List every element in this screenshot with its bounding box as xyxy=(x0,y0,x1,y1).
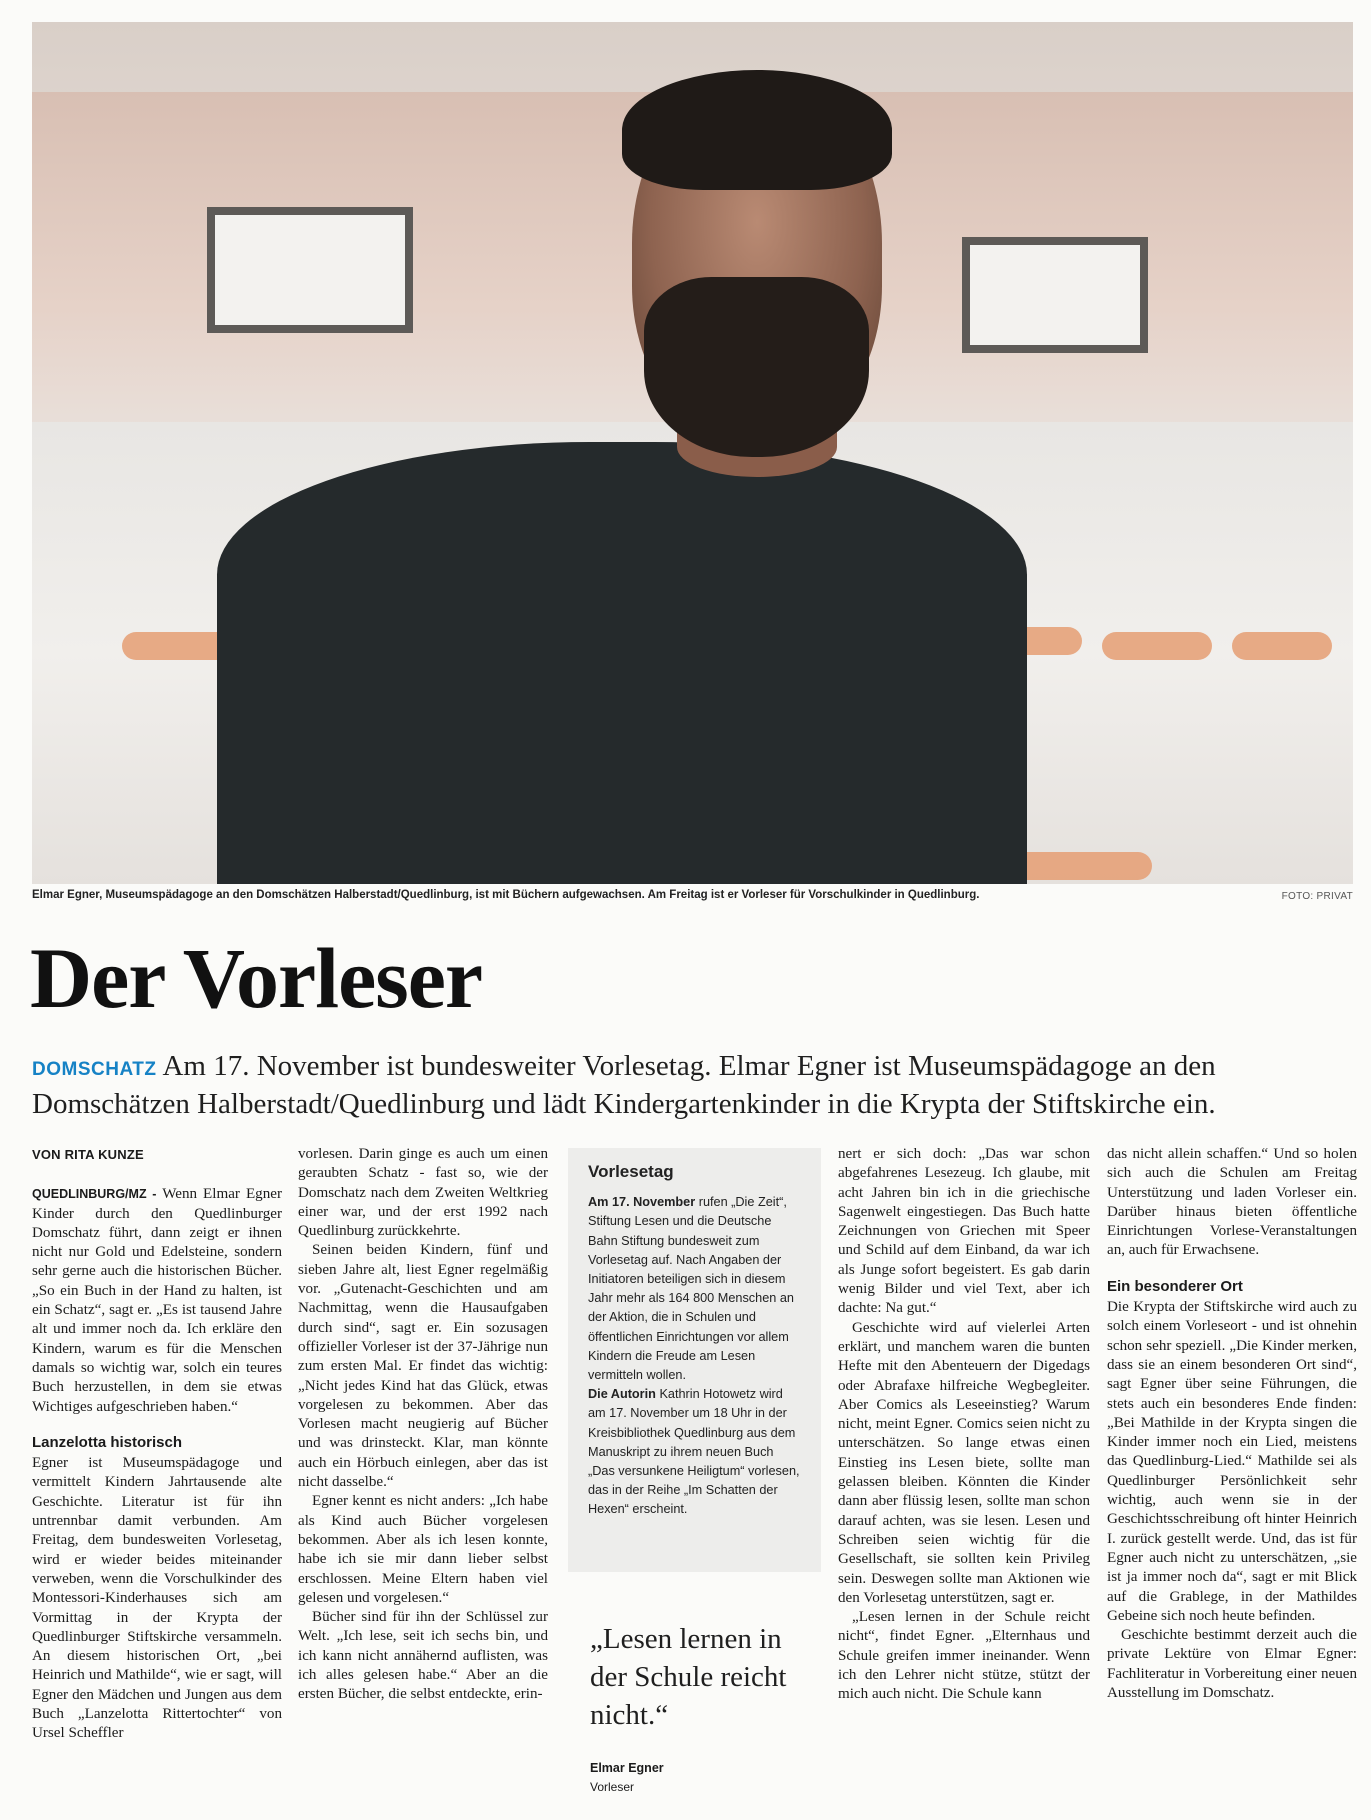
article-paragraph xyxy=(32,1185,282,1417)
dateline: QUEDLINBURG/MZ - xyxy=(32,1187,157,1202)
photo-caption: Elmar Egner, Museumspädagoge an den Domschätzen Halberstadt/Quedlinburg, ist mit Büchern aufgewachsen. Am Freitag ist er Vorleser für Vorschulkinder in Quedlinburg. xyxy=(32,889,980,901)
photo-person-hair xyxy=(622,70,892,190)
headline: Der Vorleser xyxy=(30,930,483,1026)
photo-dormer-left xyxy=(207,207,413,333)
article-paragraph: Bücher sind für ihn der Schlüssel zur Welt. „Ich lese, seit ich sechs bin, und ich kann nicht annähernd auflisten, was ich alles gelesen habe.“ Aber an die ersten Bücher, die selbst entdeckte, erin- xyxy=(298,1609,548,1703)
article-paragraph: das nicht allein schaffen.“ Und so holen sich auch die Schulen am Freitag Unterstützung und laden Vorleser ein. Darüber hinaus bieten öffentliche Einrichtungen Vorlese-Veranstaltungen an, auch für Erwachsene. xyxy=(1107,1146,1357,1259)
photo-flowerbox xyxy=(1102,632,1212,660)
photo-person-beard xyxy=(644,277,869,457)
article-paragraph: Egner kennt es nicht anders: „Ich habe als Kind auch Bücher vorgelesen bekommen. Aber als ich lesen konnte, habe ich sie mir dann lieber selbst erschlossen. Meine Eltern haben viel gelesen und vorgelesen.“ xyxy=(298,1493,548,1606)
info-box-text: rufen „Die Zeit“, Stiftung Lesen und die Deutsche Bahn Stiftung bundesweit zum Vorlesetag auf. Nach Angaben der Initiatoren beteiligen sich in diesem Jahr mehr als 164 800 Menschen an der Aktion, die in Schulen und öffentlichen Einrichtungen vor allem Kindern die Freude am Lesen vermitteln wollen. xyxy=(588,1195,794,1383)
subhead: Ein besonderer Ort xyxy=(1107,1277,1243,1295)
byline: VON RITA KUNZE xyxy=(32,1147,144,1162)
subhead: Lanzelotta historisch xyxy=(32,1433,183,1451)
photo-person-shirt xyxy=(217,442,1027,884)
article-paragraph: Geschichte wird auf vielerlei Arten erklärt, und manchem waren die bunten Hefte mit den Abenteuern der Digedags oder Abrafaxe hilfreiche Wegbegleiter. Aber Comics als Leseeinstieg? Warum nicht, meint Egner. Comics seien nicht zu unterschätzen. So lange etwas einen Einstieg ins Lesen biete, sollte man gelassen bleiben. Könnten die Kinder dann aber flüssig lesen, sollte man schon darauf achten, was sie lesen. Lesen und Schreiben seien wichtig für die Gesellschaft, sie sollten kein Privileg sein. Deswegen sollte man Aktionen wie den Vorlesetag unterstützen, sagt er. xyxy=(838,1319,1090,1606)
info-box-paragraph xyxy=(588,1385,801,1519)
paragraph-text: Wenn Elmar Egner Kinder durch den Quedlinburger Domschatz führt, dann zeigt er ihnen nicht nur Gold und Edelsteine, sondern sehr gerne auch die historischen Bücher. „So ein Buch in der Hand zu halten, ist ein Schatz“, sagt er. „Es ist tausend Jahre alt und immer noch da. Ich erkläre den Kindern, warum es für die Menschen damals so wichtig war, solch ein teures Buch herzustellen, in dem sie etwas Wichtiges aufgeschrieben haben.“ xyxy=(32,1186,282,1415)
article-column-5 xyxy=(1107,1145,1357,1703)
article-column-1 xyxy=(32,1145,282,1744)
portrait-photo xyxy=(32,22,1353,884)
pull-quote: „Lesen lernen in der Schule reicht nicht.“ xyxy=(590,1623,787,1731)
info-box-lead: Die Autorin xyxy=(588,1387,656,1402)
article-paragraph: Geschichte bestimmt derzeit auch die private Lektüre von Elmar Egner: Fachliteratur in Vorbereitung einer neuen Ausstellung im Domschatz. xyxy=(1107,1627,1357,1702)
info-box-lead: Am 17. November xyxy=(588,1195,696,1210)
article-paragraph: Egner ist Museumspädagoge und vermittelt Kindern Jahrtausende alte Geschichte. Literatur ist für ihn untrennbar damit verbunden. Am Freitag, dem bundesweiten Vorlesetag, wird er wieder beides miteinander verweben, wenn die Vorschulkinder des Montessori-Kinderhauses sich am Vormittag in der Krypta der Quedlinburger Stiftskirche versammeln. An diesem historischen Ort, „bei Heinrich und Mathilde“, wie er sagt, will Egner den Mädchen und Jungen aus dem Buch „Lanzelotta Rittertochter“ von Ursel Scheffler xyxy=(32,1455,282,1742)
photo-credit: FOTO: PRIVAT xyxy=(1281,891,1353,902)
article-paragraph: „Lesen lernen in der Schule reicht nicht“, findet Egner. „Elternhaus und Schule greifen immer ineinander. Wenn ich den Lehrer nicht stütze, stützt der mich auch nicht. Die Schule kann xyxy=(838,1609,1090,1703)
deck xyxy=(32,1049,1342,1122)
info-box-paragraph xyxy=(588,1193,801,1385)
info-box xyxy=(568,1148,821,1572)
info-box-text: Kathrin Hotowetz wird am 17. November um 18 Uhr in der Kreisbibliothek Quedlinburg aus dem Manuskript zu ihrem neuen Buch „Das versunkene Heiligtum“ vorlesen, das in der Reihe „Im Schatten der Hexen“ erscheint. xyxy=(588,1387,800,1517)
pull-quote-role: Vorleser xyxy=(590,1780,635,1794)
article-paragraph: Die Krypta der Stiftskirche wird auch zu solch einem Vorleseort - und ist ohnehin schon sehr speziell. „Die Kinder merken, dass sie an einem besonderen Ort sind“, sagt Egner über seine Führungen, die stets auch ein besonderes Ende finden: „Bei Mathilde in der Krypta singen die Kinder immer noch ein Lied, meistens das Quedlinburg-Lied.“ Mathilde sei als Quedlinburger Persönlichkeit sehr wichtig, auch wenn sie in der Geschichtsschreibung oft hinter Heinrich I. zurück gestellt werde. Und, das ist für Egner auch nicht zu unterschätzen, „sie ist ja immer noch da“, sagt er mit Blick auf die Grablege, in der Mathildes Gebeine sich noch heute befinden. xyxy=(1107,1299,1357,1624)
article-column-2 xyxy=(298,1145,548,1705)
photo-flowerbox xyxy=(1232,632,1332,660)
article-paragraph: vorlesen. Darin ginge es auch um einen geraubten Schatz - fast so, wie der Domschatz nach dem Zweiten Weltkrieg einer war, und der erst 1992 nach Quedlinburg zurückkehrte. xyxy=(298,1146,548,1240)
article-column-4 xyxy=(838,1145,1090,1705)
pull-quote-name: Elmar Egner xyxy=(590,1761,664,1775)
info-box-title: Vorlesetag xyxy=(588,1162,674,1181)
article-paragraph: Seinen beiden Kindern, fünf und sieben Jahre alt, liest Egner regelmäßig vor. „Gutenacht-Geschichten und am Nachmittag, wenn die Hausaufgaben durch sind“, sagt er. Ein sozusagen offizieller Vorleser ist der 37-Jährige nun zum ersten Mal. Er findet das wichtig: „Nicht jedes Kind hat das Glück, etwas vorgelesen zu bekommen. Aber das Vorlesen macht neugierig auf Bücher und was drinsteckt. Klar, man könnte auch ein Hörbuch einlegen, aber das ist nicht dasselbe.“ xyxy=(298,1242,548,1491)
article-paragraph: nert er sich doch: „Das war schon abgefahrenes Lesezeug. Ich glaube, mit acht Jahren bin ich in die griechische Sagenwelt eingestiegen. Das Buch hatte Zeichnungen von Griechen mit Speer und Schild auf dem Einband, da war ich als Junge sofort begeistert. Es gab darin wenig Bilder und viel Text, aber ich dachte: Na gut.“ xyxy=(838,1146,1090,1317)
kicker: DOMSCHATZ xyxy=(32,1059,157,1080)
photo-dormer-right xyxy=(962,237,1148,353)
deck-text: Am 17. November ist bundesweiter Vorlesetag. Elmar Egner ist Museumspädagoge an den Domschätzen Halberstadt/Quedlinburg und lädt Kindergartenkinder in die Krypta der Stiftskirche ein. xyxy=(32,1050,1216,1120)
